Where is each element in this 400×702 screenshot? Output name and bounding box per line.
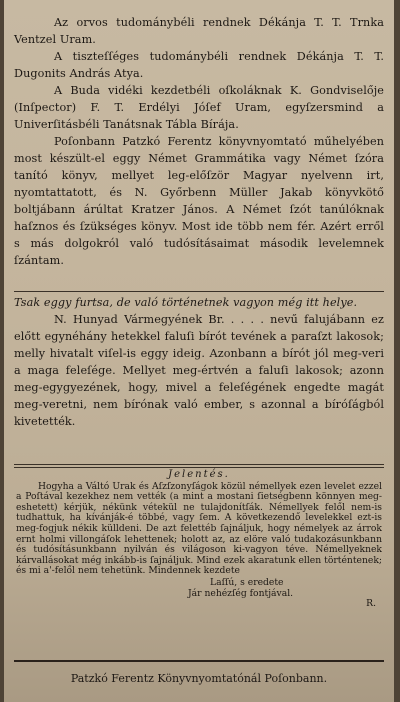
story-text: N. Hunyad Vármegyének Br. . . . . nevű falujábann ez előtt egynéhány hetekkel faluſi bírót tevének a paraſzt lakosok; melly hivatalt viſel-is eggy ideig. Azonbann a bírót jól meg-veri a maga feleſége. Mellyet meg-értvén a faluſi lakosok; azonn meg-egygyezének, hogy, mivel a feleſégének engedte magát meg-veretni, nem bírónak való ember, s azonnal a bíróſágból kivetették. — [14, 313, 384, 428]
notice-box — [16, 469, 382, 610]
notice-body: Hogyha a Váltó Urak és Aſzſzonyſágok közül némellyek ezen levelet ezzel a Poſtával kezekhez nem vették (a mint a mostani ſietségbenn könnyen meg-eshetett) kérjük, nékünk vétekül ne tulajdonítſák. Némellyek felől nem-is tudhattuk, ha kívánják-é többé, vagy ſem. A következendő levelekkel ezt-is meg-fogjuk nékik külldeni. De azt felettéb ſajnáljuk, hogy némelyek az árrok ernt holmi villongáſok lehettenek; holott az, az elöre való tudakozásunkbann és tudósításunkbann nyilván és világoson ki-vagyon téve. Némellyeknek kárvallásokat még inkább-is ſajnáljuk. Mind ezek akaratunk ellen történtenek; és mi a'-felől nem tehetünk. Mindennek kezdete — [16, 480, 382, 577]
news-item-1: Az orvos tudománybéli rendnek Dékánja T. T. Trnka Ventzel Uram. — [14, 16, 384, 46]
story-headline: Tsak eggy furtsa, de való történetnek vagyon még itt helye. — [14, 296, 358, 309]
notice-top-rule — [14, 464, 384, 465]
notice-heading: Jelentés. — [168, 469, 230, 480]
imprint: Patzkó Ferentz Könyvnyomtatónál Poſonbann. — [70, 672, 328, 685]
news-item-3: A Buda vidéki kezdetbéli oſkoláknak K. Gondviselője (Inſpector) F. T. Erdélyi Jóſef Uram, egyſzersmind a Univerſitásbéli Tanátsnak Tábla Bírája. — [14, 84, 384, 131]
signature-line-2-text: Jár nehézſég fontjával. — [188, 587, 294, 599]
story-column — [14, 294, 384, 430]
imprint-rule — [14, 660, 384, 662]
news-item-2: A tiszteſſéges tudománybéli rendnek Dékánja T. T. Dugonits András Atya. — [14, 50, 384, 80]
signature-line-2 — [16, 587, 382, 610]
newspaper-page — [4, 0, 394, 702]
signature-initial: R. — [366, 598, 376, 610]
news-column — [14, 14, 384, 269]
news-item-4: Poſonbann Patzkó Ferentz könyvnyomtató műhelyében most készült-el eggy Német Grammátika vagy Német ſzóra tanító könyv, mellyet leg-előſzör Magyar nyelvenn irt, nyomtattatott, és N. Győrbenn Müller Jakab könyvkötő boltjábann árúltat Kratzer János. A Német ſzót tanúlóknak haſznos és ſzükséges könyv. Most ide több nem fér. Azért erről s más dolgokról való tudósításaimat második levelemnek ſzántam. — [14, 135, 384, 267]
notice-signature — [16, 576, 382, 610]
signature-line-1: Laſſú, s eredete — [210, 576, 284, 588]
section-divider — [14, 291, 384, 292]
notice-top-rule-inner — [14, 467, 384, 468]
